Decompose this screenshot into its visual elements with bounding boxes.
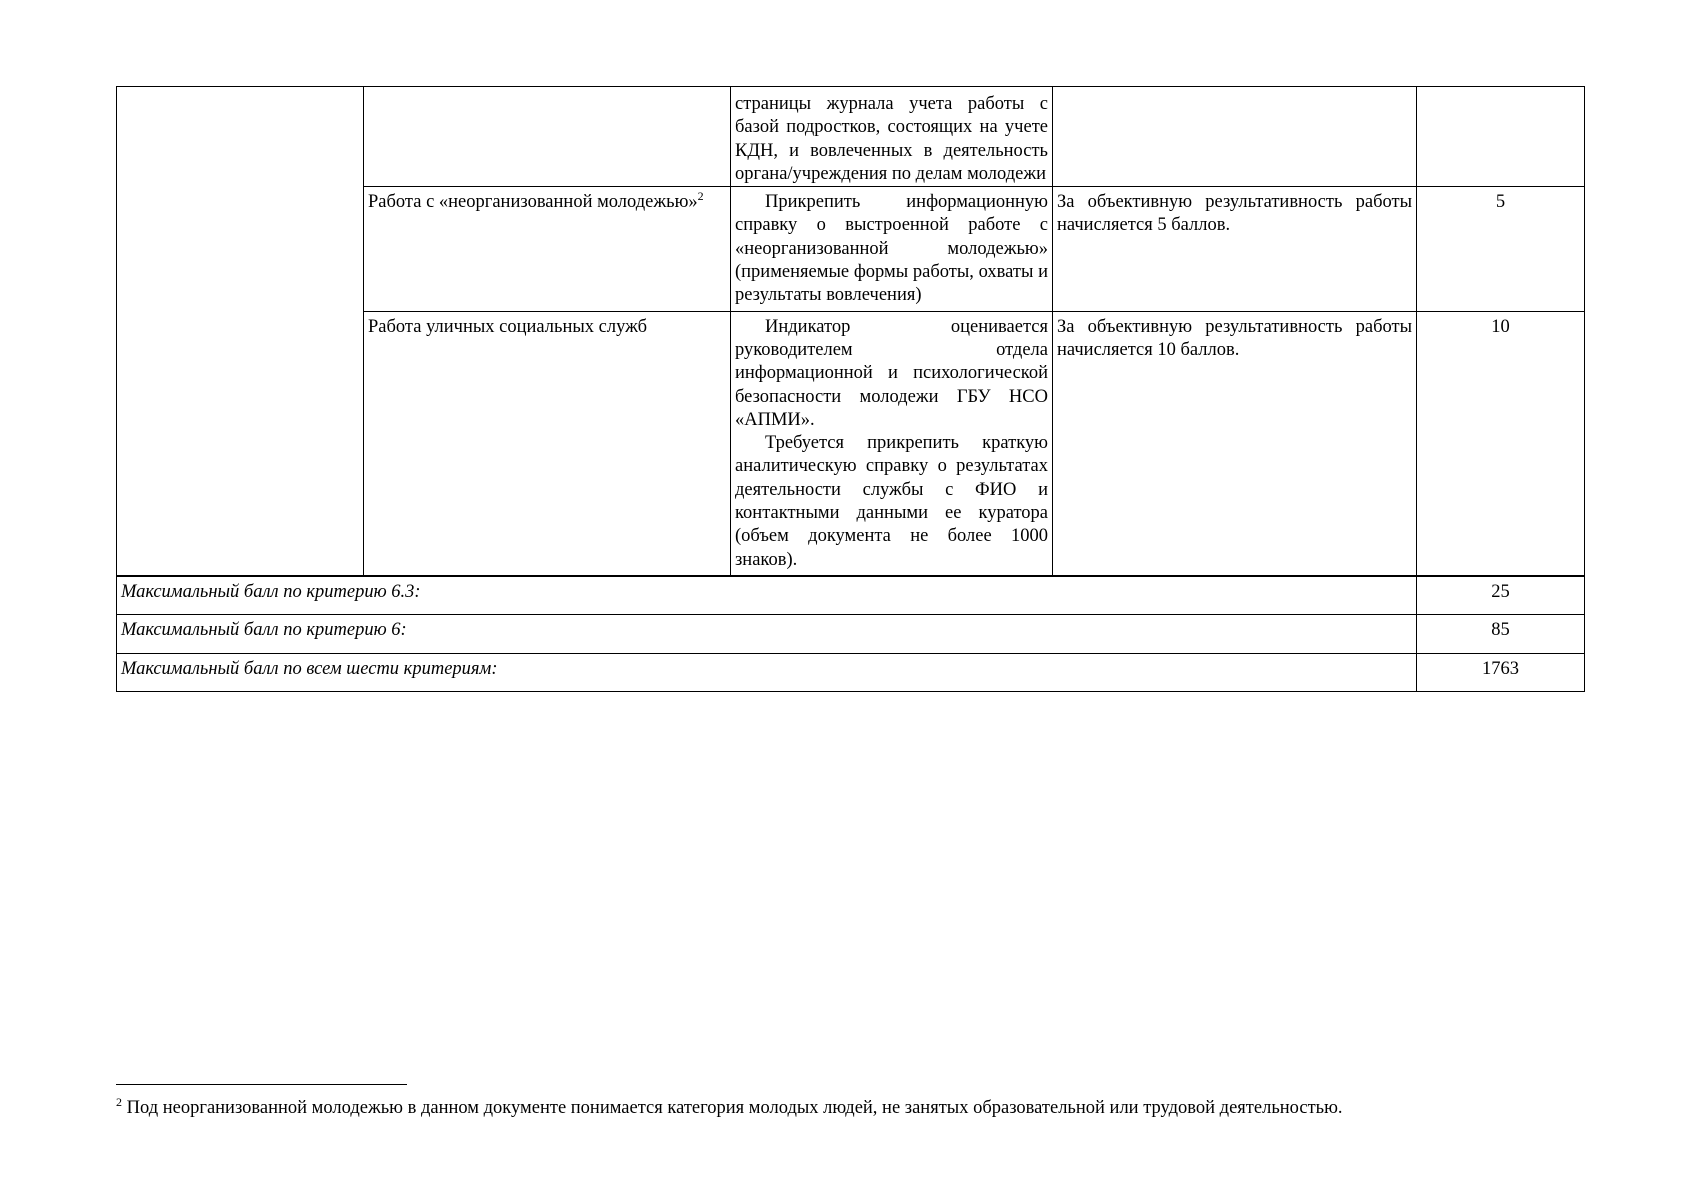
scoring-text: За объективную результативность работы начисляется 10 баллов. <box>1057 316 1412 360</box>
description-text: Индикатор оценивается руководителем отдела информационной и психологической безопасности молодежи ГБУ НСО «АПМИ». <box>735 316 1048 430</box>
indicator-text: Работа уличных социальных служб <box>368 316 648 337</box>
summary-row <box>117 576 1585 615</box>
summary-label: Максимальный балл по критерию 6.3: <box>117 576 1417 615</box>
summary-label: Максимальный балл по всем шести критериям: <box>117 653 1417 691</box>
scoring-cell <box>1053 187 1417 311</box>
scoring-cell <box>1053 87 1417 187</box>
table-row <box>117 87 1585 187</box>
points-cell <box>1417 87 1585 187</box>
description-text: страницы журнала учета работы с базой подростков, состоящих на учете КДН, и вовлеченных в деятельность органа/учреждения по делам молодежи <box>735 94 1048 184</box>
footnote <box>116 1096 1576 1120</box>
footnote-number: 2 <box>116 1094 122 1109</box>
description-text: Требуется прикрепить краткую аналитическую справку о результатах деятельности службы с ФИО и контактными данными ее куратора (объем документа не более 1000 знаков). <box>735 433 1048 570</box>
criteria-table <box>116 86 1585 692</box>
scoring-cell <box>1053 311 1417 576</box>
summary-value: 25 <box>1417 576 1585 615</box>
description-cell <box>731 87 1053 187</box>
footnote-text: Под неорганизованной молодежью в данном документе понимается категория молодых людей, не занятых образовательной или трудовой деятельностью. <box>122 1098 1343 1118</box>
footnote-ref: 2 <box>697 189 704 204</box>
indicator-cell <box>364 311 731 576</box>
indicator-cell <box>364 187 731 311</box>
description-text: Прикрепить информационную справку о выстроенной работе с «неорганизованной молодежью» (применяемые формы работы, охваты и результаты вовлечения) <box>735 192 1048 306</box>
summary-value: 85 <box>1417 615 1585 653</box>
description-cell <box>731 311 1053 576</box>
summary-row <box>117 615 1585 653</box>
footnote-separator <box>116 1084 407 1085</box>
indicator-text: Работа с «неорганизованной молодежью» <box>368 192 698 213</box>
scoring-text: За объективную результативность работы начисляется 5 баллов. <box>1057 192 1412 236</box>
description-cell <box>731 187 1053 311</box>
criterion-cell <box>117 87 364 576</box>
indicator-cell <box>364 87 731 187</box>
summary-value: 1763 <box>1417 653 1585 691</box>
summary-row <box>117 653 1585 691</box>
points-cell: 5 <box>1417 187 1585 311</box>
points-cell: 10 <box>1417 311 1585 576</box>
summary-label: Максимальный балл по критерию 6: <box>117 615 1417 653</box>
